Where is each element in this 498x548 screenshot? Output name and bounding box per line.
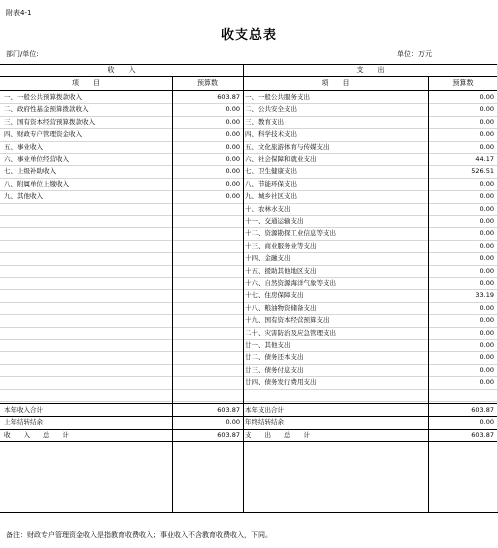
expense-value-cell: 0.00	[479, 93, 494, 101]
income-item-cell: 三、国有资本经营预算拨款收入	[4, 117, 95, 126]
expense-value-cell: 0.00	[479, 117, 494, 126]
table-row	[0, 240, 498, 252]
table-row	[0, 389, 498, 401]
income-value-cell	[174, 339, 240, 351]
expense-item-cell	[245, 389, 426, 401]
income-item-cell: 二、政府性基金预算拨款收入	[4, 105, 89, 114]
table-row	[0, 178, 498, 190]
income-item-col-header: 项 目	[72, 79, 100, 87]
income-item-cell	[4, 327, 170, 339]
table-row	[0, 252, 498, 264]
expense-value-cell: 0.00	[479, 229, 494, 238]
expense-item-cell: 十二、资源勘探工业信息等支出	[245, 229, 336, 238]
department-label: 部门/单位:	[6, 50, 39, 58]
income-item-cell: 一、一般公共预算拨款收入	[4, 93, 82, 101]
totals-row	[0, 416, 498, 428]
column-line-middle	[243, 64, 244, 512]
income-item-cell: 六、事业单位经营收入	[4, 155, 69, 163]
expense-value-cell: 33.19	[475, 291, 494, 300]
expense-budget-col-header: 预算数	[452, 79, 474, 87]
expense-item-cell: 十三、商业服务业等支出	[245, 241, 317, 250]
expense-value-cell: 0.00	[479, 303, 494, 312]
expense-item-cell: 十一、交通运输支出	[245, 217, 304, 225]
income-budget-col-header: 预算数	[197, 79, 218, 87]
table-row	[0, 116, 498, 128]
expense-value-cell: 0.00	[479, 130, 494, 139]
expense-value-cell	[430, 389, 494, 401]
table-footnote: 备注：财政专户管理资金收入是指教育收费收入；事业收入不含教育收费收入，下同。	[6, 531, 272, 539]
income-value-cell	[174, 351, 240, 363]
table-bottom-border	[0, 512, 498, 513]
expense-value-cell: 0.00	[479, 266, 494, 275]
income-value-cell: 0.00	[225, 155, 240, 163]
expense-item-cell: 支 出 总 计	[245, 430, 310, 439]
expense-value-cell: 0.00	[479, 341, 494, 349]
income-item-cell	[4, 364, 170, 376]
expense-item-cell: 十四、金融支出	[245, 254, 291, 263]
expense-item-cell: 二、公共安全支出	[245, 105, 297, 114]
income-item-cell	[4, 351, 170, 363]
table-row	[0, 277, 498, 289]
income-header: 收 入	[107, 66, 136, 74]
income-value-cell	[174, 289, 240, 301]
income-value-cell: 603.87	[217, 406, 240, 414]
expense-item-cell: 廿一、其他支出	[245, 341, 291, 349]
expense-value-cell: 603.87	[471, 406, 494, 414]
totals-row	[0, 429, 498, 441]
table-row	[0, 302, 498, 314]
table-row	[0, 364, 498, 376]
expense-item-cell: 二十、灾害防治及应急管理支出	[245, 328, 336, 337]
expense-value-cell: 0.00	[479, 418, 494, 427]
table-row	[0, 227, 498, 239]
expense-item-cell: 四、科学技术支出	[245, 130, 297, 139]
expense-value-cell: 0.00	[479, 279, 494, 287]
expense-value-cell: 0.00	[479, 254, 494, 263]
table-row	[0, 128, 498, 140]
table-row	[0, 153, 498, 165]
expense-item-cell: 廿四、债务发行费用支出	[245, 378, 317, 387]
expense-item-cell: 本年支出合计	[245, 406, 284, 414]
expense-value-cell: 0.00	[479, 328, 494, 337]
expense-value-cell: 0.00	[479, 316, 494, 325]
income-value-cell	[174, 376, 240, 388]
expense-item-cell: 一、一般公共服务支出	[245, 93, 310, 101]
income-value-cell	[174, 389, 240, 401]
expense-item-col-header: 项 目	[321, 79, 350, 87]
expense-item-cell: 六、社会保障和就业支出	[245, 155, 317, 163]
income-value-cell: 603.87	[217, 430, 240, 439]
income-value-cell: 0.00	[225, 105, 240, 114]
expense-item-cell: 八、节能环保支出	[245, 179, 297, 188]
income-item-cell: 本年收入合计	[4, 406, 43, 414]
expense-value-cell: 0.00	[479, 204, 494, 213]
expense-item-cell: 十、农林水支出	[245, 204, 291, 213]
income-item-cell	[4, 227, 170, 239]
income-value-cell	[174, 240, 240, 252]
expense-item-cell: 十八、粮油物资储备支出	[245, 303, 317, 312]
expense-value-cell: 0.00	[479, 105, 494, 114]
expense-value-cell: 0.00	[479, 241, 494, 250]
income-item-cell	[4, 376, 170, 388]
income-value-cell: 0.00	[225, 117, 240, 126]
column-line-income-value	[172, 76, 173, 512]
table-row	[0, 351, 498, 363]
income-item-cell	[4, 302, 170, 314]
income-item-cell	[4, 215, 170, 227]
income-item-cell	[4, 240, 170, 252]
expense-item-cell: 九、城乡社区支出	[245, 192, 297, 201]
income-value-cell: 0.00	[225, 179, 240, 188]
expense-item-cell: 年终结转结余	[245, 418, 284, 427]
income-item-cell	[4, 314, 170, 326]
header-divider	[0, 76, 498, 77]
expense-value-cell: 0.00	[479, 378, 494, 387]
expense-item-cell: 七、卫生健康支出	[245, 167, 297, 176]
income-item-cell: 收 入 总 计	[4, 430, 69, 439]
income-value-cell: 0.00	[225, 418, 240, 427]
income-value-cell	[174, 265, 240, 277]
unit-label: 单位：万元	[397, 50, 432, 58]
income-value-cell	[174, 277, 240, 289]
expense-item-cell: 十九、国有资本经营预算支出	[245, 316, 330, 325]
income-value-cell	[174, 227, 240, 239]
income-value-cell	[174, 364, 240, 376]
table-row	[0, 203, 498, 215]
income-value-cell: 0.00	[225, 130, 240, 139]
table-row	[0, 190, 498, 202]
expense-item-cell: 十五、援助其他地区支出	[245, 266, 317, 275]
expense-header: 支 出	[356, 66, 385, 74]
row-divider	[0, 401, 498, 402]
income-item-cell: 九、其他收入	[4, 192, 43, 201]
table-row	[0, 103, 498, 115]
income-item-cell	[4, 389, 170, 401]
row-divider	[0, 441, 498, 442]
income-value-cell	[174, 252, 240, 264]
expense-value-cell: 44.17	[475, 155, 494, 163]
income-value-cell: 603.87	[217, 93, 240, 101]
income-value-cell	[174, 302, 240, 314]
expense-value-cell: 0.00	[479, 142, 494, 151]
expense-value-cell: 0.00	[479, 217, 494, 225]
expense-item-cell: 廿三、债务付息支出	[245, 365, 304, 374]
table-row	[0, 327, 498, 339]
expense-value-cell: 603.87	[471, 430, 494, 439]
table-row	[0, 215, 498, 227]
expense-item-cell: 五、文化旅游体育与传媒支出	[245, 142, 330, 151]
income-value-cell: 0.00	[225, 142, 240, 151]
expense-value-cell: 0.00	[479, 365, 494, 374]
column-line-expense-value	[428, 76, 429, 512]
expense-item-cell: 十七、住房保障支出	[245, 291, 304, 300]
income-item-cell	[4, 289, 170, 301]
expense-value-cell: 526.51	[471, 167, 494, 176]
income-item-cell: 七、上级补助收入	[4, 167, 56, 176]
table-row	[0, 91, 498, 103]
income-item-cell	[4, 203, 170, 215]
income-value-cell: 0.00	[225, 192, 240, 201]
income-item-cell	[4, 265, 170, 277]
expense-item-cell: 十六、自然资源海洋气象等支出	[245, 279, 336, 287]
attachment-label: 附表4-1	[6, 9, 32, 17]
income-value-cell	[174, 215, 240, 227]
income-value-cell	[174, 314, 240, 326]
income-value-cell	[174, 327, 240, 339]
income-item-cell: 五、事业收入	[4, 142, 43, 151]
expense-value-cell: 0.00	[479, 353, 494, 362]
expense-value-cell: 0.00	[479, 192, 494, 201]
table-row	[0, 289, 498, 301]
income-value-cell	[174, 203, 240, 215]
table-row	[0, 376, 498, 388]
income-item-cell	[4, 277, 170, 289]
table-row	[0, 314, 498, 326]
table-row	[0, 141, 498, 153]
page-title: 收支总表	[220, 28, 277, 43]
table-row	[0, 165, 498, 177]
income-value-cell: 0.00	[225, 167, 240, 176]
expense-item-cell: 三、教育支出	[245, 117, 284, 126]
income-item-cell: 上年结转结余	[4, 418, 43, 427]
income-item-cell	[4, 339, 170, 351]
income-item-cell: 八、附属单位上缴收入	[4, 179, 69, 188]
income-item-cell	[4, 252, 170, 264]
table-row	[0, 339, 498, 351]
totals-row	[0, 404, 498, 416]
expense-item-cell: 廿二、债务还本支出	[245, 353, 304, 362]
expense-value-cell: 0.00	[479, 179, 494, 188]
table-row	[0, 265, 498, 277]
income-item-cell: 四、财政专户管理资金收入	[4, 130, 82, 139]
